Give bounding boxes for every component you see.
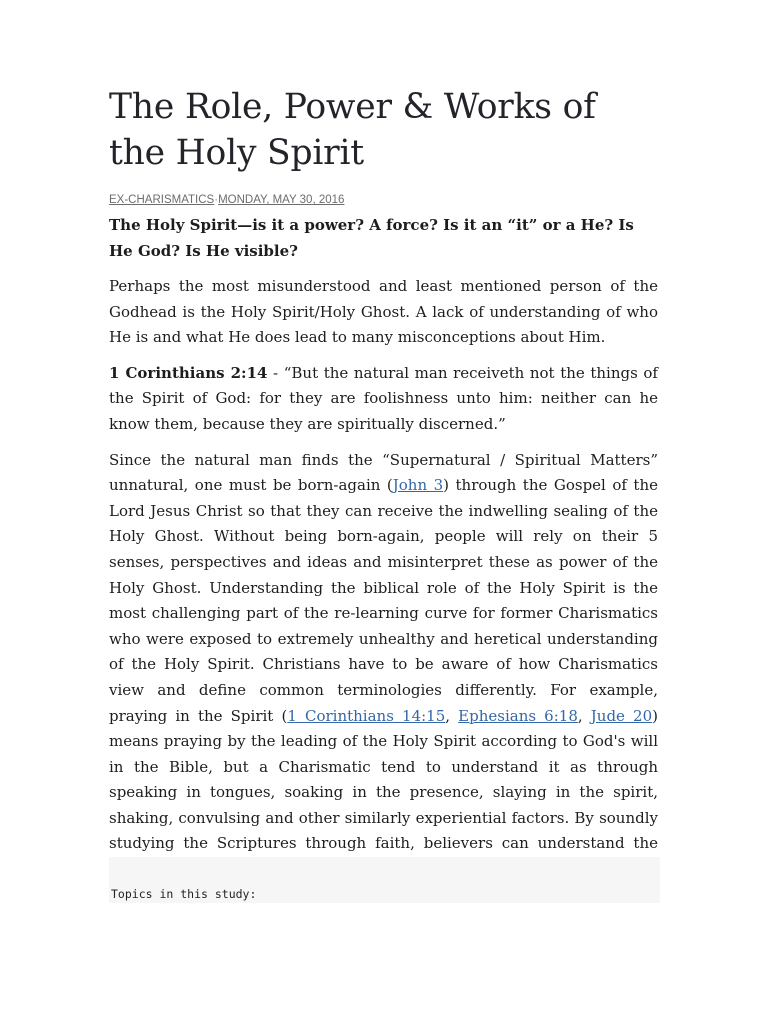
paragraph-verse — [109, 361, 658, 438]
link-jude-20[interactable]: Jude 20 — [590, 706, 653, 725]
article — [109, 0, 659, 901]
date-link[interactable]: MONDAY, MAY 30, 2016 — [218, 194, 345, 206]
article-title: The Role, Power & Works of the Holy Spirit — [109, 87, 596, 173]
paragraph-body — [109, 448, 658, 883]
topics-label: Topics in this study: — [111, 887, 257, 901]
comma: , — [577, 706, 591, 725]
body-text-2: ) through the Gospel of the Lord Jesus Christ so that they can receive the indwelling sealing of the Holy Ghost. Without being born-again, people will rely on their 5 senses, perspectives and ideas and misinterpret these as power of the Holy Ghost. Understanding the biblical role of the Holy Spirit is the most challenging part of the re-learning curve for former Charismatics who were exposed to extremely unhealthy and heretical understanding of the Holy Spirit. Christians have to be aware of how Charismatics view and define common terminologies differently. For example, praying in the Spirit ( — [109, 476, 658, 725]
verse-text: - “But the natural man receiveth not the things of the Spirit of God: for they are foolishness unto him: neither can he know them, because they are spiritually discerned.” — [109, 363, 658, 433]
topics-code-block — [109, 857, 660, 903]
lead-question: The Holy Spirit—is it a power? A force? Is it an “it” or a He? Is He God? Is He visible? — [109, 216, 634, 260]
link-ephesians-6-18[interactable]: Ephesians 6:18 — [458, 706, 578, 725]
verse-reference: 1 Corinthians 2:14 — [109, 363, 268, 382]
link-1-corinthians-14-15[interactable]: 1 Corinthians 14:15 — [287, 706, 446, 725]
link-john-3[interactable]: John 3 — [392, 476, 444, 495]
paragraph-intro: Perhaps the most misunderstood and least mentioned person of the Godhead is the Holy Spirit/Holy Ghost. A lack of understanding of who He is and what He does lead to many misconceptions about Him. — [109, 277, 658, 347]
category-link[interactable]: EX-CHARISMATICS — [109, 194, 215, 206]
comma: , — [445, 706, 459, 725]
body-text-1: Since the natural man finds the “Supernatural / Spiritual Matters” unnatural, one must be born-again ( — [109, 450, 658, 495]
body-text-3: ) means praying by the leading of the Holy Spirit according to God's will in the Bible, but a Charismatic tend to understand it as through speaking in tongues, soaking in the presence, slaying in the spirit, shaking, convulsing and other similarly experiential factors. By soundly studying the Scriptures through faith, believers can understand the — [109, 706, 659, 853]
post-meta — [109, 193, 658, 207]
meta-separator: · — [214, 194, 219, 206]
